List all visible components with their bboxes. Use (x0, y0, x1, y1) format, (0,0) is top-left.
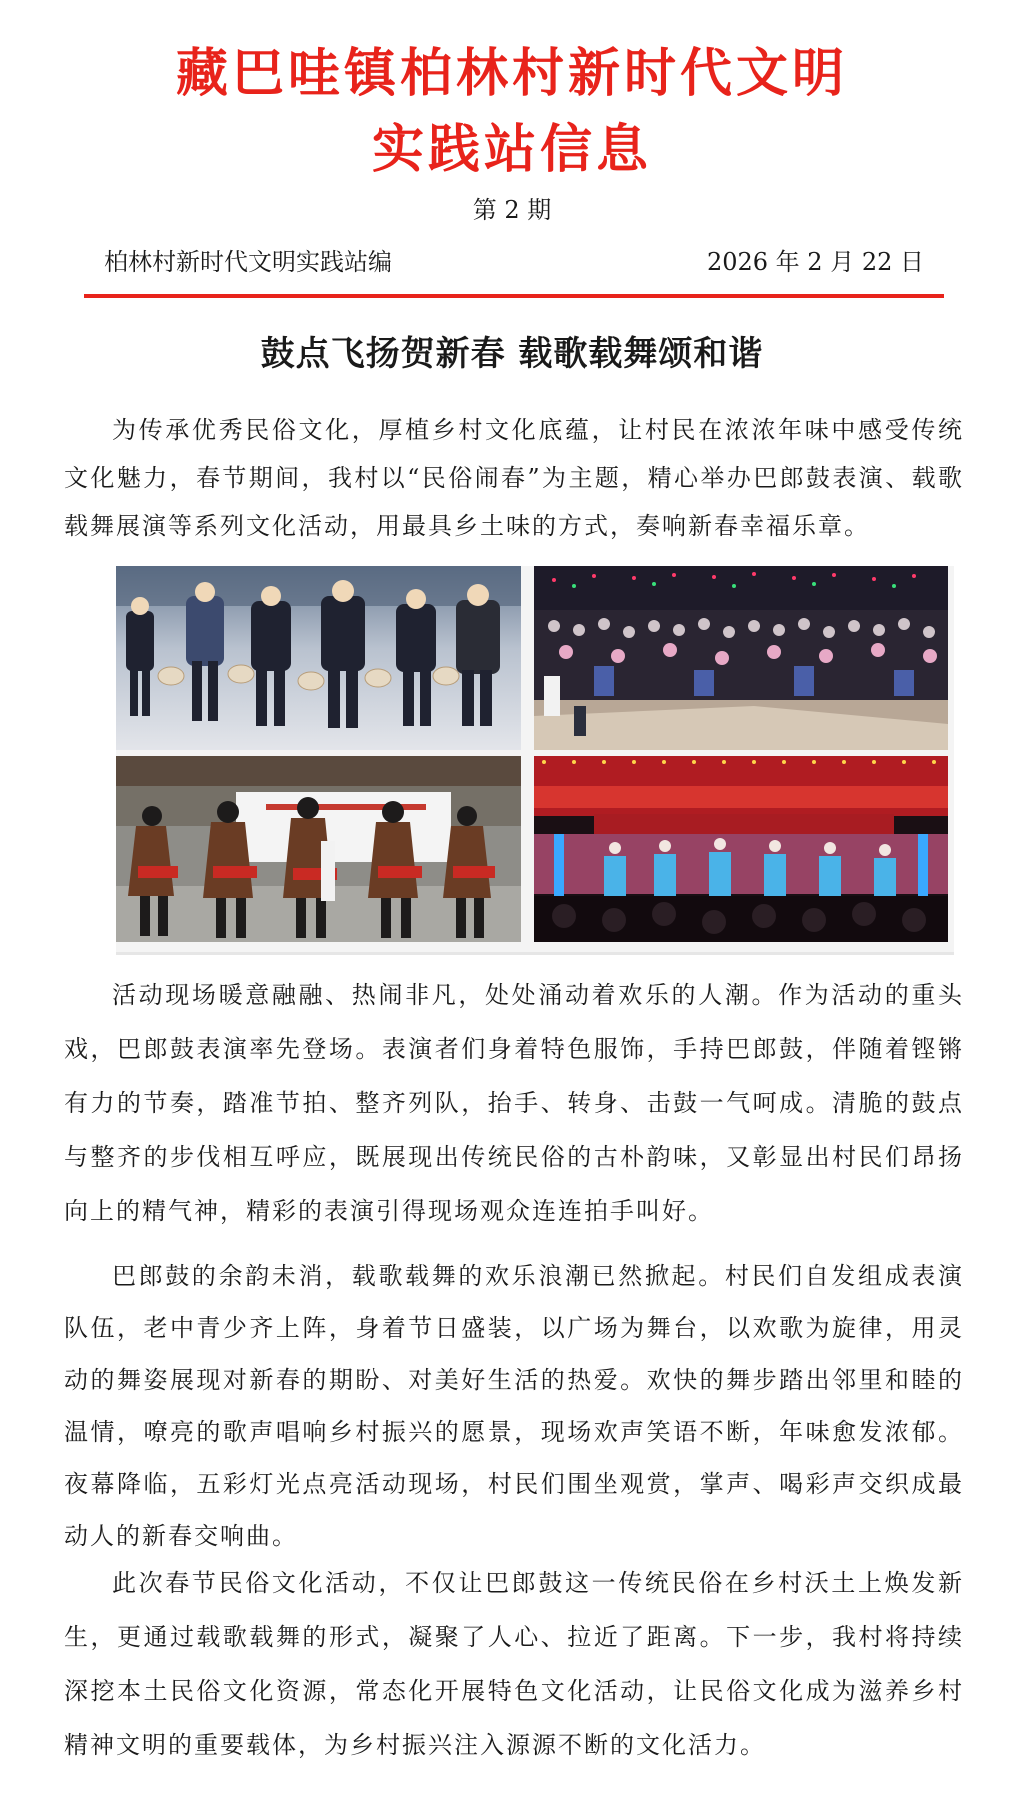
masthead-title-line2: 实践站信息 (371, 119, 652, 180)
article-headline: 鼓点飞扬贺新春 载歌载舞颂和谐 (260, 334, 764, 374)
paragraph-intro: 为传承优秀民俗文化，厚植乡村文化底蕴，让村民在浓浓年味中感受传统文化魅力，春节期间，我村以“民俗闹春”为主题，精心举办巴郎鼓表演、载歌载舞展演等系列文化活动，用最具乡土味的方式，奏响新春幸福乐章。 (64, 416, 964, 540)
paragraph-conclusion: 此次春节民俗文化活动，不仅让巴郎鼓这一传统民俗在乡村沃土上焕发新生，更通过载歌载舞的形式，凝聚了人心、拉近了距离。下一步，我村将持续深挖本土民俗文化资源，常态化开展特色文化活动，让民俗文化成为滋养乡村精神文明的重要载体，为乡村振兴注入源源不断的文化活力。 (64, 1569, 964, 1759)
editor-credit: 柏林村新时代文明实践站编 (104, 248, 392, 276)
photo-grid (116, 566, 954, 955)
night-audience-photo (534, 566, 948, 750)
publish-date: 2026 年 2 月 22 日 (706, 248, 924, 276)
stage-show-photo (534, 756, 948, 942)
red-divider (84, 294, 944, 298)
paragraph-song-dance: 巴郎鼓的余韵未消，载歌载舞的欢乐浪潮已然掀起。村民们自发组成表演队伍，老中青少齐上阵，身着节日盛装，以广场为舞台，以欢歌为旋律，用灵动的舞姿展现对新春的期盼、对美好生活的热爱。欢快的舞步踏出邻里和睦的温情，嘹亮的歌声唱响乡村振兴的愿景，现场欢声笑语不断，年味愈发浓郁。夜幕降临，五彩灯光点亮活动现场，村民们围坐观赏，掌声、喝彩声交织成最动人的新春交响曲。 (64, 1262, 964, 1550)
drum-performance-photo (116, 566, 521, 750)
costume-dance-photo (116, 756, 521, 942)
paragraph-drum-show: 活动现场暖意融融、热闹非凡，处处涌动着欢乐的人潮。作为活动的重头戏，巴郎鼓表演率先登场。表演者们身着特色服饰，手持巴郎鼓，伴随着铿锵有力的节奏，踏准节拍、整齐列队，抬手、转身、击鼓一气呵成。清脆的鼓点与整齐的步伐相互呼应，既展现出传统民俗的古朴韵味，又彰显出村民们昂扬向上的精气神，精彩的表演引得现场观众连连拍手叫好。 (64, 981, 964, 1225)
masthead-title-line1: 藏巴哇镇柏林村新时代文明 (175, 43, 848, 104)
issue-number: 第 2 期 (472, 196, 552, 224)
